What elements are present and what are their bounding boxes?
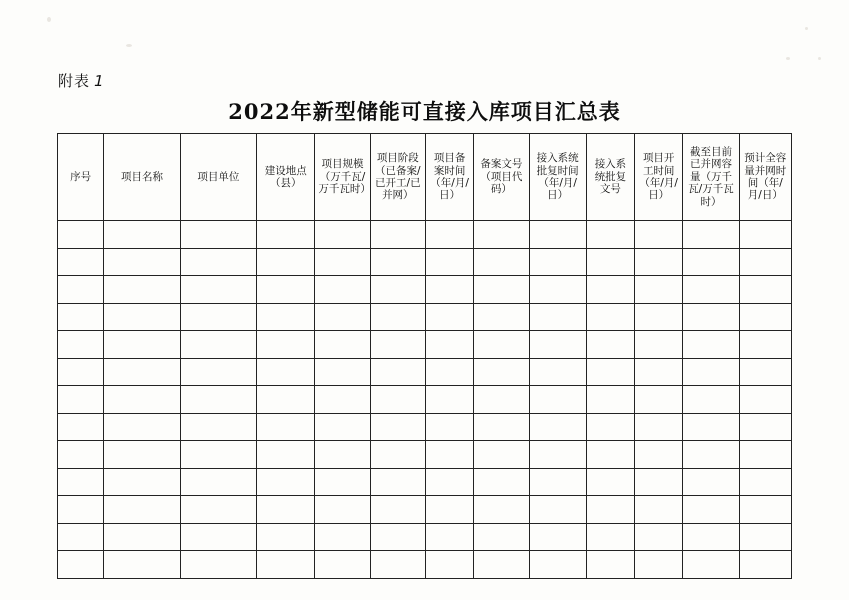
table-cell-seq[interactable] [58, 248, 104, 276]
table-row[interactable] [58, 276, 792, 304]
table-cell-file_time[interactable] [425, 358, 473, 386]
table-cell-approve_no[interactable] [586, 441, 634, 469]
table-cell-approve_no[interactable] [586, 276, 634, 304]
table-cell-location[interactable] [257, 221, 315, 249]
column-header-file-no [474, 134, 529, 221]
table-cell-scale[interactable] [315, 386, 370, 414]
table-cell-scale[interactable] [315, 413, 370, 441]
scan-speck [786, 57, 790, 60]
table-cell-file_no[interactable] [474, 358, 529, 386]
table-cell-seq[interactable] [58, 551, 104, 579]
table-cell-name[interactable] [104, 358, 180, 386]
column-header-approve-time [529, 134, 586, 221]
table-cell-grid_time[interactable] [739, 248, 791, 276]
table-cell-grid_time[interactable] [739, 523, 791, 551]
column-header-seq [58, 134, 104, 221]
table-cell-name[interactable] [104, 523, 180, 551]
table-cell-grid_time[interactable] [739, 413, 791, 441]
table-cell-grid_time[interactable] [739, 358, 791, 386]
table-cell-capacity[interactable] [683, 276, 739, 304]
table-cell-scale[interactable] [315, 248, 370, 276]
table-cell-approve_time[interactable] [529, 523, 586, 551]
table-cell-unit[interactable] [180, 468, 256, 496]
column-header-scale [315, 134, 370, 221]
table-cell-name[interactable] [104, 248, 180, 276]
column-header-grid-time-label: 预计全容量并网时间（年/月/日） [744, 152, 787, 202]
table-cell-location[interactable] [257, 386, 315, 414]
table-cell-location[interactable] [257, 358, 315, 386]
table-cell-grid_time[interactable] [739, 221, 791, 249]
table-cell-capacity[interactable] [683, 358, 739, 386]
table-cell-approve_no[interactable] [586, 551, 634, 579]
table-cell-approve_time[interactable] [529, 221, 586, 249]
table-cell-seq[interactable] [58, 358, 104, 386]
table-cell-file_no[interactable] [474, 551, 529, 579]
table-cell-capacity[interactable] [683, 468, 739, 496]
table-cell-unit[interactable] [180, 551, 256, 579]
table-cell-scale[interactable] [315, 441, 370, 469]
table-cell-name[interactable] [104, 551, 180, 579]
table-cell-scale[interactable] [315, 468, 370, 496]
table-cell-name[interactable] [104, 331, 180, 359]
column-header-location [257, 134, 315, 221]
table-cell-file_time[interactable] [425, 468, 473, 496]
table-cell-file_no[interactable] [474, 468, 529, 496]
table-cell-name[interactable] [104, 468, 180, 496]
table-cell-name[interactable] [104, 386, 180, 414]
table-cell-approve_time[interactable] [529, 441, 586, 469]
table-cell-file_no[interactable] [474, 523, 529, 551]
table-cell-location[interactable] [257, 331, 315, 359]
table-cell-file_no[interactable] [474, 386, 529, 414]
column-header-seq-label: 序号 [70, 170, 92, 183]
table-cell-file_time[interactable] [425, 386, 473, 414]
table-cell-scale[interactable] [315, 303, 370, 331]
table-cell-capacity[interactable] [683, 331, 739, 359]
table-cell-file_time[interactable] [425, 523, 473, 551]
table-cell-approve_time[interactable] [529, 413, 586, 441]
table-row[interactable] [58, 468, 792, 496]
table-row[interactable] [58, 303, 792, 331]
scan-speck [805, 27, 808, 30]
table-cell-seq[interactable] [58, 523, 104, 551]
column-header-file-time [425, 134, 473, 221]
table-row[interactable] [58, 413, 792, 441]
table-cell-file_time[interactable] [425, 413, 473, 441]
table-cell-name[interactable] [104, 441, 180, 469]
table-cell-stage[interactable] [370, 248, 425, 276]
table-cell-location[interactable] [257, 468, 315, 496]
table-cell-location[interactable] [257, 551, 315, 579]
table-cell-name[interactable] [104, 413, 180, 441]
table-cell-unit[interactable] [180, 413, 256, 441]
table-cell-seq[interactable] [58, 331, 104, 359]
table-cell-file_time[interactable] [425, 221, 473, 249]
table-row[interactable] [58, 496, 792, 524]
table-row[interactable] [58, 551, 792, 579]
table-row[interactable] [58, 523, 792, 551]
table-row[interactable] [58, 358, 792, 386]
table-cell-capacity[interactable] [683, 413, 739, 441]
table-cell-stage[interactable] [370, 331, 425, 359]
table-cell-grid_time[interactable] [739, 496, 791, 524]
table-cell-scale[interactable] [315, 358, 370, 386]
table-cell-location[interactable] [257, 441, 315, 469]
table-cell-stage[interactable] [370, 496, 425, 524]
table-cell-scale[interactable] [315, 221, 370, 249]
table-cell-grid_time[interactable] [739, 441, 791, 469]
table-cell-file_no[interactable] [474, 221, 529, 249]
table-cell-file_no[interactable] [474, 248, 529, 276]
table-cell-start_time[interactable] [635, 331, 683, 359]
table-cell-approve_time[interactable] [529, 248, 586, 276]
table-cell-file_no[interactable] [474, 303, 529, 331]
table-cell-file_time[interactable] [425, 276, 473, 304]
table-cell-start_time[interactable] [635, 468, 683, 496]
column-header-name-label: 项目名称 [120, 170, 163, 183]
column-header-start-time [635, 134, 683, 221]
table-cell-unit[interactable] [180, 358, 256, 386]
table-cell-start_time[interactable] [635, 523, 683, 551]
table-cell-unit[interactable] [180, 248, 256, 276]
table-cell-approve_time[interactable] [529, 276, 586, 304]
table-cell-unit[interactable] [180, 523, 256, 551]
table-cell-approve_time[interactable] [529, 303, 586, 331]
table-cell-approve_no[interactable] [586, 496, 634, 524]
table-cell-approve_no[interactable] [586, 413, 634, 441]
table-cell-stage[interactable] [370, 221, 425, 249]
table-cell-scale[interactable] [315, 331, 370, 359]
table-cell-grid_time[interactable] [739, 331, 791, 359]
table-cell-grid_time[interactable] [739, 468, 791, 496]
table-cell-location[interactable] [257, 523, 315, 551]
table-cell-stage[interactable] [370, 276, 425, 304]
column-header-file-time-label: 项目备案时间（年/月/日） [430, 152, 469, 202]
column-header-capacity [683, 134, 739, 221]
table-cell-grid_time[interactable] [739, 303, 791, 331]
table-cell-file_time[interactable] [425, 441, 473, 469]
table-cell-approve_no[interactable] [586, 468, 634, 496]
column-header-approve-time-label: 接入系统批复时间（年/月/日） [536, 152, 579, 202]
table-cell-start_time[interactable] [635, 303, 683, 331]
table-cell-seq[interactable] [58, 441, 104, 469]
table-cell-seq[interactable] [58, 413, 104, 441]
column-header-file-no-label: 备案文号（项目代码） [480, 158, 523, 196]
table-cell-file_no[interactable] [474, 413, 529, 441]
table-cell-start_time[interactable] [635, 413, 683, 441]
table-row[interactable] [58, 331, 792, 359]
table-cell-stage[interactable] [370, 358, 425, 386]
table-cell-approve_time[interactable] [529, 331, 586, 359]
table-cell-approve_no[interactable] [586, 386, 634, 414]
column-header-scale-label: 项目规模（万千瓦/万千瓦时） [318, 158, 371, 196]
column-header-unit [180, 134, 256, 221]
table-cell-unit[interactable] [180, 441, 256, 469]
column-header-stage [370, 134, 425, 221]
table-cell-unit[interactable] [180, 386, 256, 414]
table-cell-start_time[interactable] [635, 386, 683, 414]
table-cell-location[interactable] [257, 413, 315, 441]
table-cell-scale[interactable] [315, 523, 370, 551]
table-cell-capacity[interactable] [683, 386, 739, 414]
scan-speck [126, 44, 132, 47]
table-cell-approve_no[interactable] [586, 303, 634, 331]
table-cell-approve_no[interactable] [586, 248, 634, 276]
column-header-unit-label: 项目单位 [197, 170, 240, 183]
table-cell-location[interactable] [257, 248, 315, 276]
attachment-label [58, 70, 105, 91]
table-cell-approve_time[interactable] [529, 551, 586, 579]
table-cell-location[interactable] [257, 276, 315, 304]
column-header-approve-no [586, 134, 634, 221]
table-cell-unit[interactable] [180, 496, 256, 524]
table-row[interactable] [58, 221, 792, 249]
table-cell-seq[interactable] [58, 276, 104, 304]
table-cell-capacity[interactable] [683, 496, 739, 524]
table-cell-grid_time[interactable] [739, 386, 791, 414]
table-cell-capacity[interactable] [683, 248, 739, 276]
table-cell-stage[interactable] [370, 413, 425, 441]
table-header [58, 134, 792, 221]
table-cell-file_time[interactable] [425, 496, 473, 524]
table-cell-scale[interactable] [315, 551, 370, 579]
table-cell-stage[interactable] [370, 303, 425, 331]
column-header-approve-no-label: 接入系统批复文号 [594, 158, 627, 196]
table-cell-capacity[interactable] [683, 551, 739, 579]
table-row[interactable] [58, 248, 792, 276]
table-cell-start_time[interactable] [635, 221, 683, 249]
column-header-grid-time [739, 134, 791, 221]
table-cell-start_time[interactable] [635, 496, 683, 524]
project-summary-table [57, 133, 792, 579]
table-cell-start_time[interactable] [635, 276, 683, 304]
table-cell-seq[interactable] [58, 303, 104, 331]
table-cell-seq[interactable] [58, 468, 104, 496]
table-cell-file_time[interactable] [425, 248, 473, 276]
column-header-start-time-label: 项目开工时间（年/月/日） [639, 152, 678, 202]
table-cell-seq[interactable] [58, 221, 104, 249]
table-cell-location[interactable] [257, 303, 315, 331]
table-cell-location[interactable] [257, 496, 315, 524]
table-cell-name[interactable] [104, 276, 180, 304]
attachment-number: 1 [92, 72, 107, 90]
table-cell-scale[interactable] [315, 276, 370, 304]
column-header-location-label: 建设地点（县） [264, 164, 307, 189]
table-cell-capacity[interactable] [683, 523, 739, 551]
table-cell-approve_no[interactable] [586, 523, 634, 551]
table-cell-start_time[interactable] [635, 551, 683, 579]
table-cell-file_time[interactable] [425, 551, 473, 579]
table-cell-approve_no[interactable] [586, 221, 634, 249]
column-header-stage-label: 项目阶段（已备案/已开工/已并网） [375, 152, 421, 202]
table-cell-file_time[interactable] [425, 303, 473, 331]
table-cell-unit[interactable] [180, 331, 256, 359]
table-cell-seq[interactable] [58, 496, 104, 524]
table-cell-capacity[interactable] [683, 441, 739, 469]
table-cell-file_time[interactable] [425, 331, 473, 359]
table-cell-file_no[interactable] [474, 276, 529, 304]
scan-speck [47, 17, 51, 22]
table-cell-stage[interactable] [370, 386, 425, 414]
column-header-capacity-label: 截至目前已并网容量（万千瓦/万千瓦时） [688, 146, 734, 208]
table-cell-seq[interactable] [58, 386, 104, 414]
table-cell-scale[interactable] [315, 496, 370, 524]
table-cell-approve_time[interactable] [529, 358, 586, 386]
attachment-label-text: 附表 [58, 72, 91, 90]
table-cell-file_no[interactable] [474, 441, 529, 469]
table-row[interactable] [58, 386, 792, 414]
table-cell-approve_no[interactable] [586, 331, 634, 359]
table-cell-file_no[interactable] [474, 496, 529, 524]
table-cell-name[interactable] [104, 496, 180, 524]
table-cell-approve_time[interactable] [529, 496, 586, 524]
page-title: 2022年新型储能可直接入库项目汇总表 [228, 99, 621, 124]
table-header-row [58, 134, 792, 221]
table-cell-name[interactable] [104, 303, 180, 331]
table-cell-approve_time[interactable] [529, 386, 586, 414]
table-cell-stage[interactable] [370, 441, 425, 469]
table-cell-unit[interactable] [180, 221, 256, 249]
table-cell-stage[interactable] [370, 551, 425, 579]
table-cell-unit[interactable] [180, 303, 256, 331]
table-cell-grid_time[interactable] [739, 276, 791, 304]
table-cell-name[interactable] [104, 221, 180, 249]
table-cell-approve_time[interactable] [529, 468, 586, 496]
table-cell-file_no[interactable] [474, 331, 529, 359]
table-cell-approve_no[interactable] [586, 358, 634, 386]
table-cell-start_time[interactable] [635, 441, 683, 469]
table-row[interactable] [58, 441, 792, 469]
table-cell-start_time[interactable] [635, 248, 683, 276]
table-cell-start_time[interactable] [635, 358, 683, 386]
table-body [58, 221, 792, 579]
table-cell-grid_time[interactable] [739, 551, 791, 579]
column-header-name [104, 134, 180, 221]
table-cell-unit[interactable] [180, 276, 256, 304]
table-cell-capacity[interactable] [683, 303, 739, 331]
scan-speck [818, 57, 821, 60]
table-cell-capacity[interactable] [683, 221, 739, 249]
table-cell-stage[interactable] [370, 523, 425, 551]
table-cell-stage[interactable] [370, 468, 425, 496]
